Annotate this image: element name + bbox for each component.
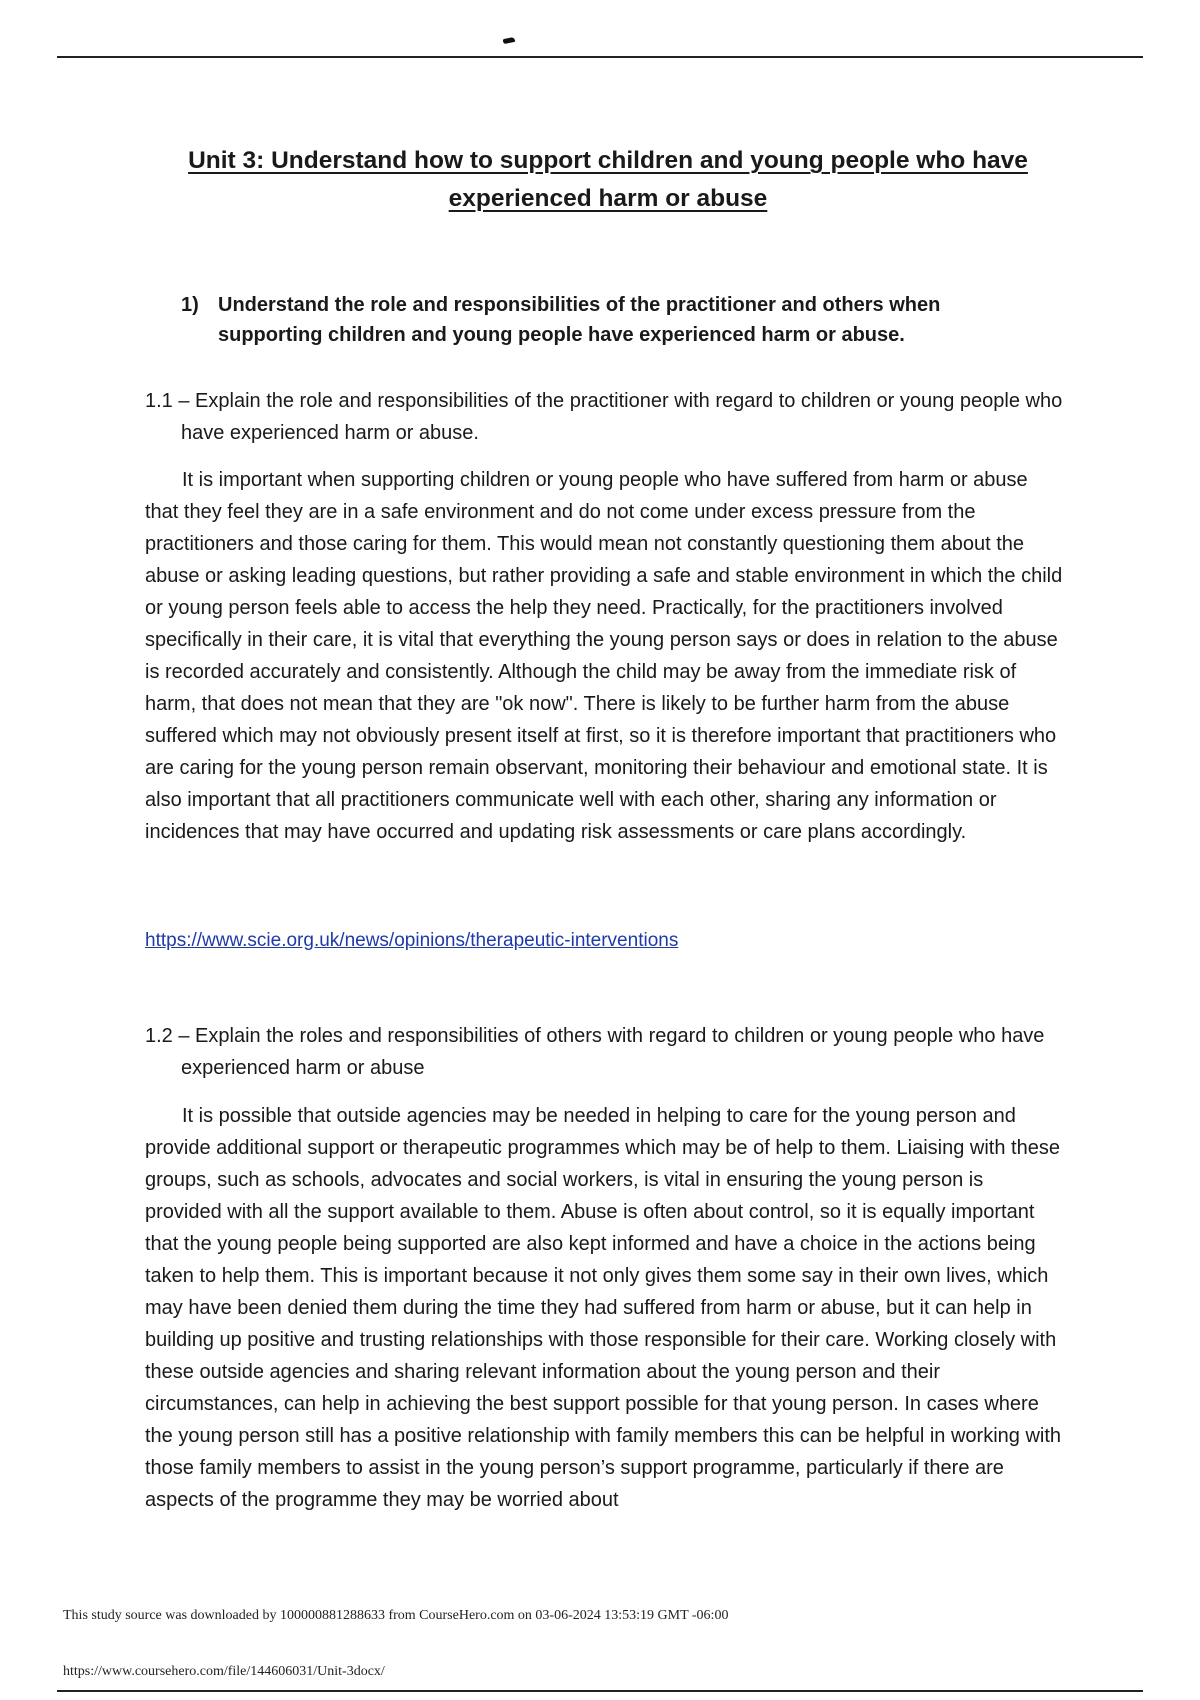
bottom-divider: [57, 1690, 1143, 1692]
answer-1-1: It is important when supporting children or young people who have suffered from harm or abuse that they feel they are in a safe environment and do not come under excess pressure from the practitioners and those caring for them. This would mean not constantly questioning them about the abuse or asking leading questions, but rather providing a safe and stable environment in which the child or young person feels able to access the help they need. Practically, for the practitioners involved specifically in their care, it is vital that everything the young person says or does in relation to the abuse is recorded accurately and consistently. Although the child may be away from the immediate risk of harm, that does not mean that they are "ok now". There is likely to be further harm from the abuse suffered which may not obviously present itself at first, so it is therefore important that practitioners who are caring for the young person remain observant, monitoring their behaviour and emotional state. It is also important that all practitioners communicate well with each other, sharing any information or incidences that may have occurred and updating risk assessments or care plans accordingly.: [145, 469, 1063, 843]
section-number: 1): [181, 294, 199, 316]
document-title: Unit 3: Understand how to support children and young people who have experienced harm or abuse: [188, 147, 1028, 212]
scan-mark: [503, 37, 516, 44]
footer-url: https://www.coursehero.com/file/144606031/Unit-3docx/: [63, 1664, 385, 1679]
answer-1-2: It is possible that outside agencies may be needed in helping to care for the young person and provide additional support or therapeutic programmes which may be of help to them. Liaising with these groups, such as schools, advocates and social workers, is vital in ensuring the young person is provided with all the support available to them. Abuse is often about control, so it is equally important that the young people being supported are also kept informed and have a choice in the actions being taken to help them. This is important because it not only gives them some say in their own lives, which may have been denied them during the time they had suffered from harm or abuse, but it can help in building up positive and trusting relationships with those responsible for their care. Working closely with these outside agencies and sharing relevant information about the young person and their circumstances, can help in achieving the best support possible for that young person. In cases where the young person still has a positive relationship with family members this can be helpful in working with those family members to assist in the young person’s support programme, particularly if there are aspects of the programme they may be worried about: [145, 1105, 1062, 1511]
footer-source-note: This study source was downloaded by 100000881288633 from CourseHero.com on 03-06-2024 13:53:19 GMT -06:00: [63, 1608, 729, 1623]
question-1-2-label: 1.2 – Explain the roles and responsibilities of others with regard to children or young people who have experienced harm or abuse: [145, 1025, 1045, 1079]
top-divider: [57, 56, 1143, 58]
section-heading-text: Understand the role and responsibilities of the practitioner and others when supporting children and young people have experienced harm or abuse.: [218, 294, 941, 346]
reference-link[interactable]: https://www.scie.org.uk/news/opinions/therapeutic-interventions: [145, 930, 679, 951]
section-heading: [181, 290, 1011, 350]
question-1-1-label: 1.1 – Explain the role and responsibilities of the practitioner with regard to children or young people who have experienced harm or abuse.: [145, 390, 1063, 444]
